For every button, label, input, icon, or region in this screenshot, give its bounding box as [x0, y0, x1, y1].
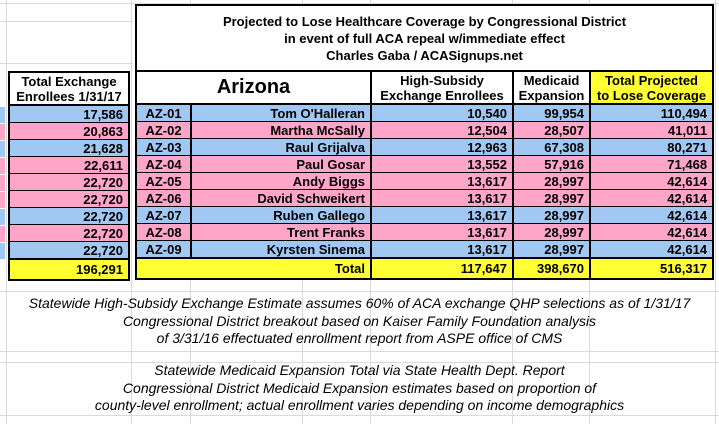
rep-name-cell[interactable]: Ruben Gallego	[191, 207, 371, 224]
gridline-horizontal	[0, 415, 719, 416]
total-loss-cell[interactable]: 110,494	[590, 104, 713, 122]
gridline-horizontal	[0, 351, 719, 352]
total-loss-cell[interactable]: 42,614	[590, 207, 713, 224]
total-loss-cell[interactable]: 71,468	[590, 156, 713, 173]
district-code-cell[interactable]: AZ-08	[136, 224, 191, 241]
table-row	[136, 241, 713, 259]
table-title-row	[136, 5, 713, 71]
party-color-strip	[0, 107, 5, 123]
table-row	[9, 72, 129, 105]
table-row	[9, 157, 129, 174]
gridline-horizontal	[0, 21, 133, 22]
total-exchange-total-cell[interactable]: 196,291	[9, 259, 129, 280]
medicaid-expansion-cell[interactable]: 28,997	[513, 207, 590, 224]
district-code-cell[interactable]: AZ-02	[136, 122, 191, 139]
rep-name-cell[interactable]: Trent Franks	[191, 224, 371, 241]
total-row	[9, 259, 129, 280]
total-loss-cell[interactable]: 42,614	[590, 173, 713, 190]
gridline-horizontal	[0, 63, 133, 64]
footnote-line: Statewide Medicaid Expansion Total via State Health Dept. Report	[154, 362, 565, 378]
party-color-strip	[0, 209, 5, 225]
exchange-enrollees-cell[interactable]: 12,963	[371, 139, 513, 156]
table-row	[136, 122, 713, 139]
medicaid-expansion-cell[interactable]: 28,997	[513, 224, 590, 241]
total-loss-cell[interactable]: 80,271	[590, 139, 713, 156]
total-exchange-cell[interactable]: 22,720	[9, 225, 129, 242]
party-color-strip	[0, 141, 5, 157]
table-row	[136, 207, 713, 224]
table-row	[9, 174, 129, 191]
total-label-cell[interactable]: Total	[136, 258, 371, 279]
table-row	[9, 225, 129, 242]
total-loss-cell[interactable]: 42,614	[590, 190, 713, 207]
rep-name-cell[interactable]: Raul Grijalva	[191, 139, 371, 156]
exchange-enrollees-cell[interactable]: 10,540	[371, 104, 513, 122]
table-row	[9, 191, 129, 208]
exchange-enrollees-cell[interactable]: 13,617	[371, 207, 513, 224]
total-exchange-cell[interactable]: 20,863	[9, 123, 129, 140]
rep-name-cell[interactable]: David Schweikert	[191, 190, 371, 207]
footnote-line: of 3/31/16 effectuated enrollment report from ASPE office of CMS	[156, 330, 563, 346]
title-line-1: Projected to Lose Healthcare Coverage by Congressional District	[222, 13, 627, 29]
table-row	[9, 242, 129, 260]
party-color-strip	[0, 226, 5, 242]
total-row	[136, 258, 713, 279]
table-title-cell[interactable]	[136, 5, 713, 71]
table-row	[136, 190, 713, 207]
rep-name-cell[interactable]: Andy Biggs	[191, 173, 371, 190]
footnote-line: Congressional District Medicaid Expansion estimates based on proportion of	[122, 379, 597, 396]
party-color-strip	[0, 175, 5, 191]
exchange-total-cell[interactable]: 117,647	[371, 258, 513, 279]
footnote-line: county-level enrollment; actual enrollment varies depending on income demographics	[94, 397, 625, 413]
party-color-strip	[0, 124, 5, 140]
district-code-cell[interactable]: AZ-05	[136, 173, 191, 190]
district-code-cell[interactable]: AZ-07	[136, 207, 191, 224]
total-exchange-cell[interactable]: 22,720	[9, 191, 129, 208]
district-code-cell[interactable]: AZ-06	[136, 190, 191, 207]
party-color-strip	[0, 158, 5, 174]
footnote-line: Statewide High-Subsidy Exchange Estimate assumes 60% of ACA exchange QHP selections as of 1/31/17	[28, 295, 691, 311]
state-header-cell[interactable]: Arizona	[136, 71, 371, 104]
total-loss-total-cell[interactable]: 516,317	[590, 258, 713, 279]
gridline-vertical	[715, 0, 716, 424]
total-loss-cell[interactable]: 41,011	[590, 122, 713, 139]
medicaid-expansion-cell[interactable]: 28,507	[513, 122, 590, 139]
district-code-cell[interactable]: AZ-01	[136, 104, 191, 122]
table-row	[136, 156, 713, 173]
exchange-enrollees-cell[interactable]: 13,617	[371, 224, 513, 241]
district-code-cell[interactable]: AZ-03	[136, 139, 191, 156]
total-exchange-cell[interactable]: 22,720	[9, 174, 129, 191]
medicaid-expansion-cell[interactable]: 67,308	[513, 139, 590, 156]
rep-name-cell[interactable]: Tom O'Halleran	[191, 104, 371, 122]
table-row	[9, 140, 129, 157]
exchange-column-header[interactable]	[371, 71, 513, 104]
medicaid-total-cell[interactable]: 398,670	[513, 258, 590, 279]
rep-name-cell[interactable]: Martha McSally	[191, 122, 371, 139]
header-line-1: Total Exchange	[21, 73, 117, 89]
header-line-2: Exchange Enrollees	[380, 87, 504, 103]
party-color-strip	[0, 192, 5, 208]
header-line-2: Enrollees 1/31/17	[16, 88, 122, 104]
header-line-1: Medicaid	[523, 72, 580, 88]
exchange-enrollees-cell[interactable]: 12,504	[371, 122, 513, 139]
total-exchange-header-cell[interactable]	[9, 72, 129, 105]
footnote-line: Congressional District breakout based on Kaiser Family Foundation analysis	[122, 312, 597, 329]
footnote-block-medicaid	[0, 362, 719, 415]
total-loss-cell[interactable]: 42,614	[590, 241, 713, 259]
total-loss-cell[interactable]: 42,614	[590, 224, 713, 241]
exchange-enrollees-cell[interactable]: 13,617	[371, 173, 513, 190]
table-row	[136, 224, 713, 241]
total-exchange-cell[interactable]: 21,628	[9, 140, 129, 157]
total-exchange-cell[interactable]: 22,611	[9, 157, 129, 174]
total-exchange-cell[interactable]: 22,720	[9, 242, 129, 260]
medicaid-expansion-cell[interactable]: 28,997	[513, 241, 590, 259]
total-exchange-cell[interactable]: 17,586	[9, 105, 129, 123]
title-line-2: in event of full ACA repeal w/immediate effect	[284, 30, 565, 46]
table-row	[136, 173, 713, 190]
table-row	[9, 123, 129, 140]
footnote-block-exchange	[0, 295, 719, 348]
exchange-enrollees-cell[interactable]: 13,617	[371, 241, 513, 259]
table-row	[136, 104, 713, 122]
exchange-enrollees-cell[interactable]: 13,552	[371, 156, 513, 173]
gridline-horizontal	[0, 291, 719, 292]
header-line-1: Total Projected	[605, 72, 698, 88]
rep-name-cell[interactable]: Kyrsten Sinema	[191, 241, 371, 259]
table-row	[136, 139, 713, 156]
total-loss-column-header[interactable]	[590, 71, 713, 104]
header-line-2: Expansion	[518, 87, 585, 103]
table-row	[9, 208, 129, 225]
rep-name-cell[interactable]: Paul Gosar	[191, 156, 371, 173]
party-color-strip	[0, 243, 5, 259]
district-code-cell[interactable]: AZ-04	[136, 156, 191, 173]
total-exchange-enrollees-panel	[8, 71, 130, 281]
district-code-cell[interactable]: AZ-09	[136, 241, 191, 259]
medicaid-column-header[interactable]	[513, 71, 590, 104]
title-line-3: Charles Gaba / ACASignups.net	[326, 47, 523, 63]
header-line-1: High-Subsidy	[400, 72, 484, 88]
medicaid-expansion-cell[interactable]: 28,997	[513, 173, 590, 190]
coverage-loss-table	[135, 4, 714, 280]
medicaid-expansion-cell[interactable]: 28,997	[513, 190, 590, 207]
table-row	[9, 105, 129, 123]
medicaid-expansion-cell[interactable]: 99,954	[513, 104, 590, 122]
exchange-enrollees-cell[interactable]: 13,617	[371, 190, 513, 207]
column-header-row	[136, 71, 713, 104]
total-exchange-cell[interactable]: 22,720	[9, 208, 129, 225]
medicaid-expansion-cell[interactable]: 57,916	[513, 156, 590, 173]
header-line-2: to Lose Coverage	[596, 87, 707, 103]
